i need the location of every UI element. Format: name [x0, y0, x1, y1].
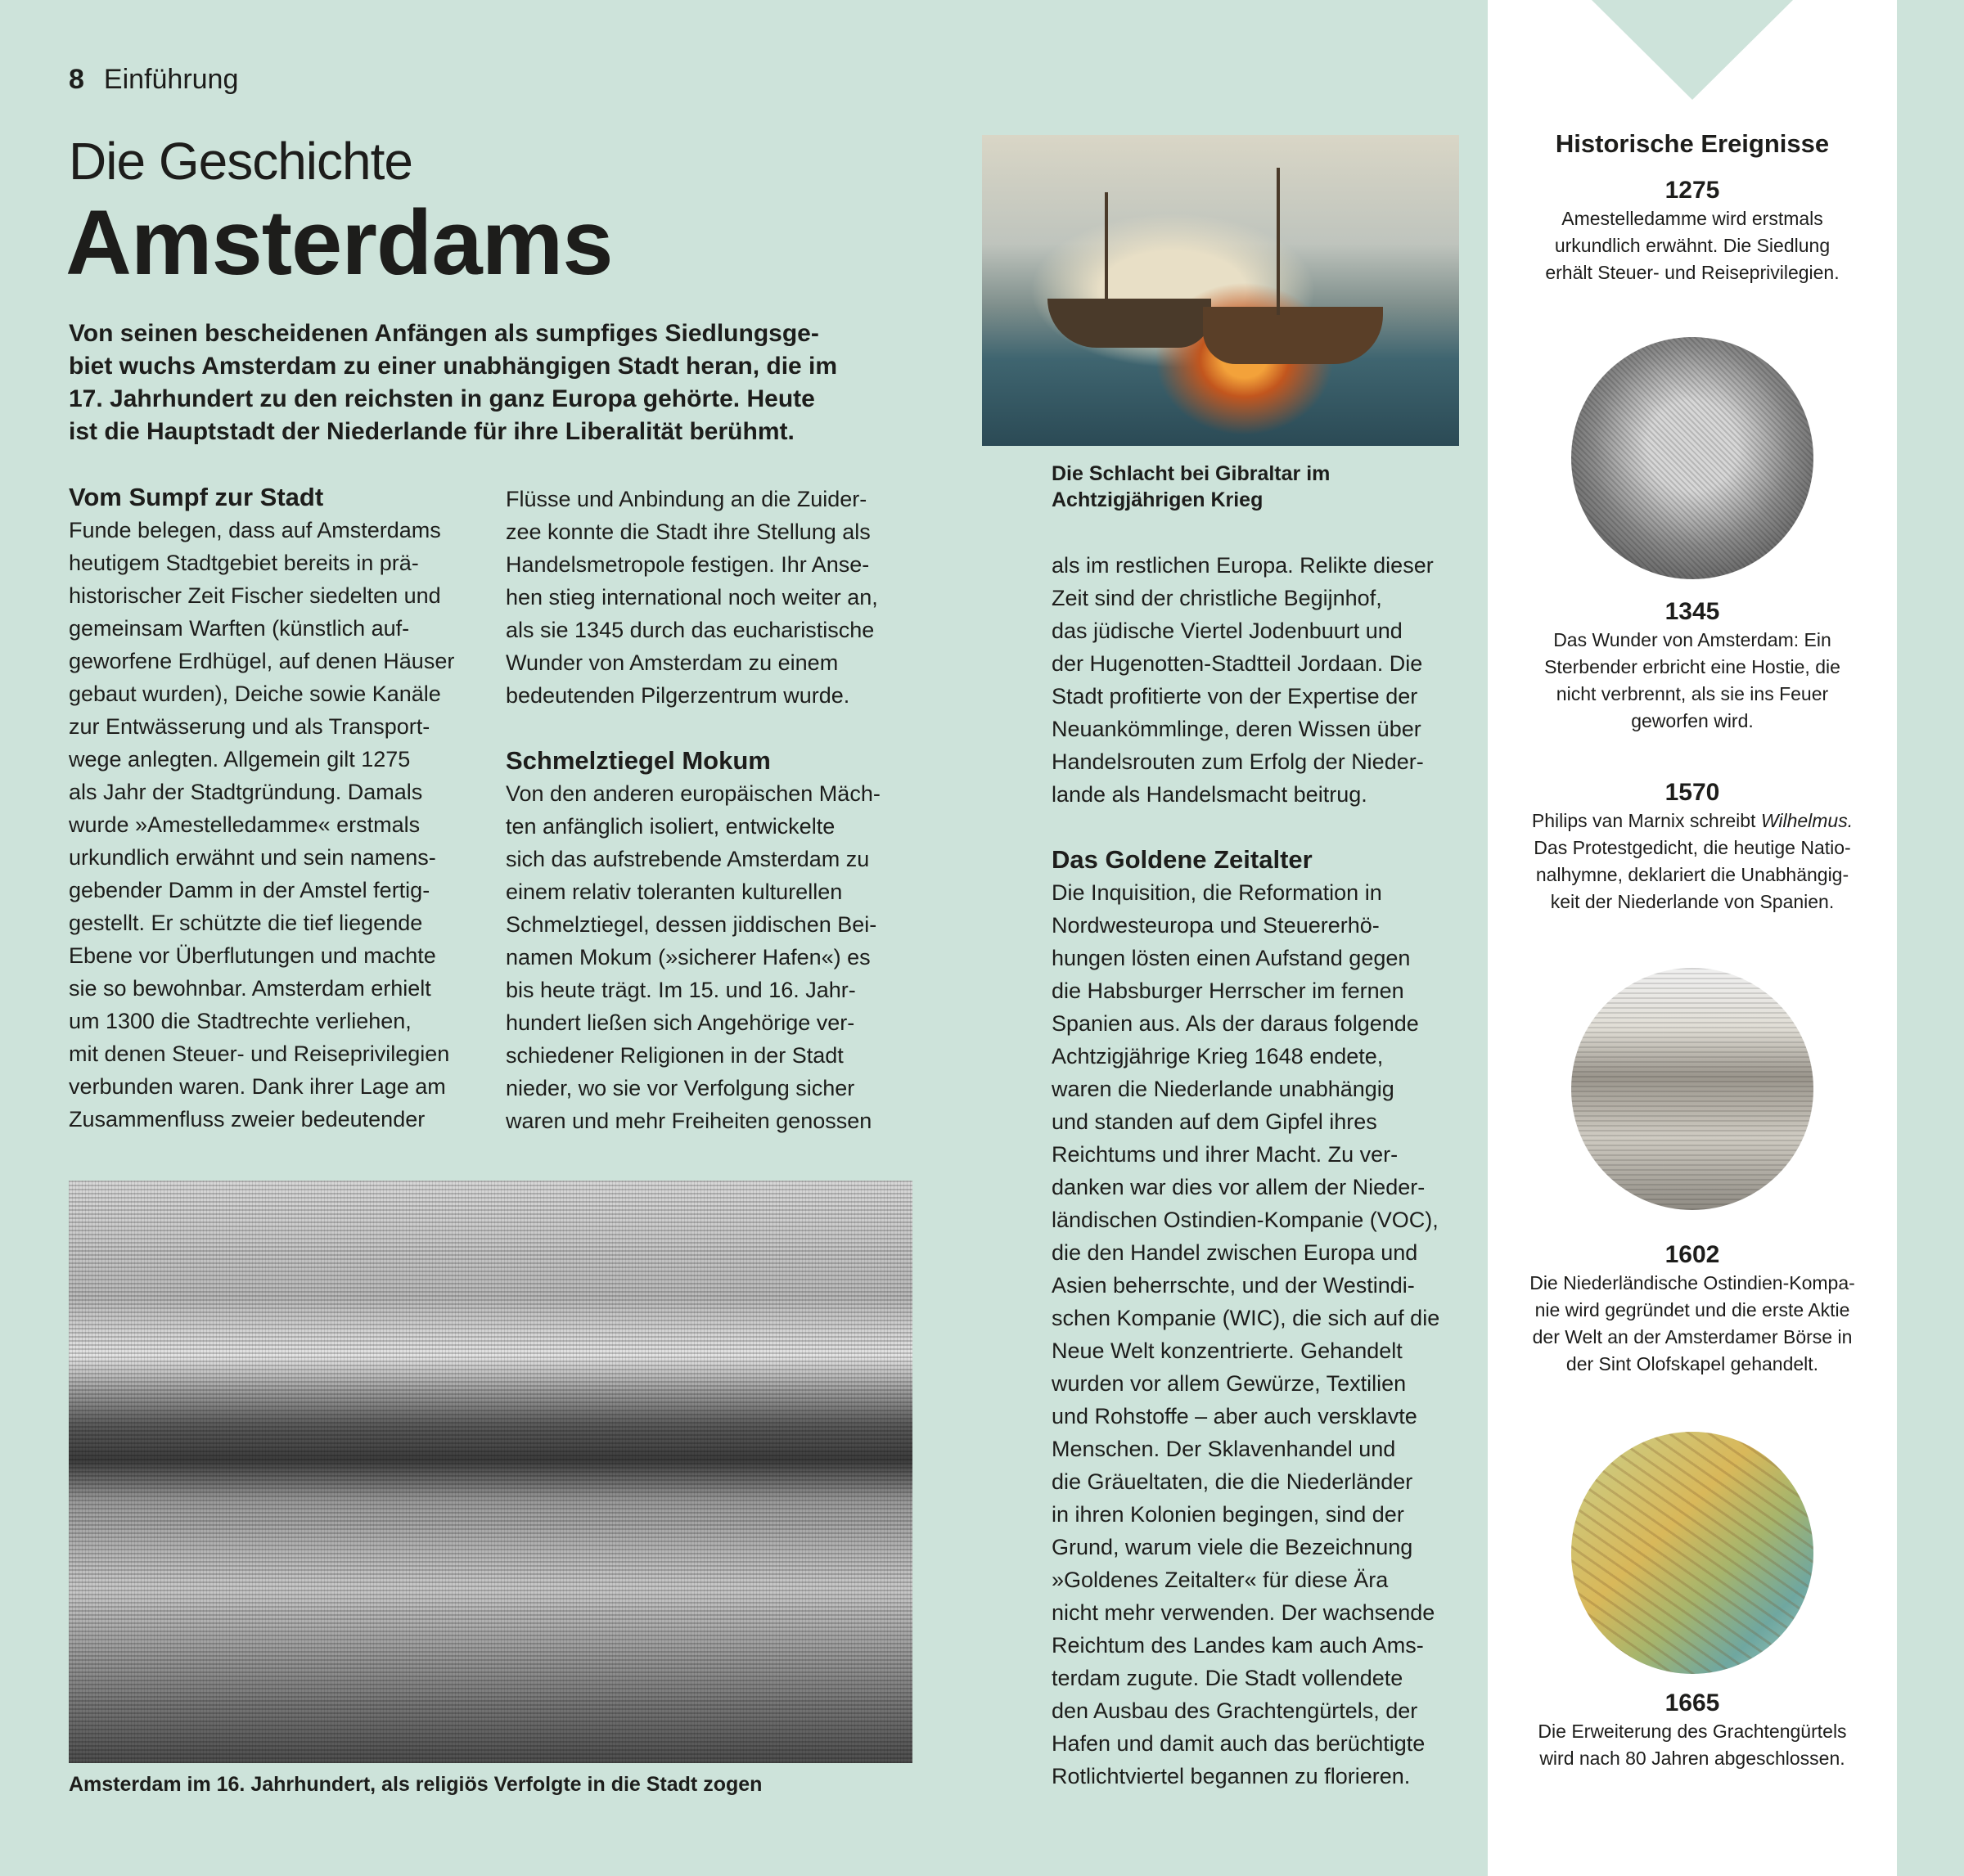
event-1570	[1488, 778, 1897, 916]
body-line: ten anfänglich isoliert, entwickelte	[506, 814, 836, 839]
title-sub: Die Geschichte	[69, 132, 412, 191]
event-line: urkundlich erwähnt. Die Siedlung	[1554, 235, 1831, 256]
body-line: Ebene vor Überflutungen und machte	[69, 943, 436, 968]
historic-map-image	[1571, 1432, 1813, 1674]
body-line: hundert ließen sich Angehörige ver-	[506, 1010, 855, 1035]
event-description	[1488, 808, 1897, 916]
battle-of-gibraltar-painting	[982, 135, 1459, 446]
body-line: die Gräueltaten, die die Niederländer	[1052, 1469, 1413, 1494]
event-line: der Welt an der Amsterdamer Börse in	[1532, 1326, 1853, 1347]
event-line: Die Niederländische Ostindien-Kompa-	[1529, 1272, 1855, 1293]
body-line: zur Entwässerung und als Transport-	[69, 714, 430, 739]
body-line: geworfene Erdhügel, auf denen Häuser	[69, 649, 455, 673]
body-line: der Hugenotten-Stadtteil Jordaan. Die	[1052, 651, 1423, 676]
body-line: und Rohstoffe – aber auch versklavte	[1052, 1404, 1417, 1428]
body-line: in ihren Kolonien begingen, sind der	[1052, 1502, 1404, 1527]
event-line: Amestelledamme wird erstmals	[1561, 208, 1823, 229]
event-description	[1488, 627, 1897, 735]
intro-line: ist die Hauptstadt der Niederlande für ihre Liberalität berühmt.	[69, 418, 795, 445]
event-line: geworfen wird.	[1631, 710, 1754, 731]
body-line: waren die Niederlande unabhängig	[1052, 1077, 1394, 1101]
event-description	[1488, 1718, 1897, 1772]
body-line: die Habsburger Herrscher im fernen	[1052, 978, 1404, 1003]
amsterdam-16th-century-engraving	[69, 1181, 912, 1763]
body-line: schiedener Religionen in der Stadt	[506, 1043, 844, 1068]
event-line: nalhymne, deklariert die Unabhängig-	[1535, 864, 1849, 885]
engraving-caption: Amsterdam im 16. Jahrhundert, als religiös Verfolgte in die Stadt zogen	[69, 1773, 763, 1796]
body-line: nieder, wo sie vor Verfolgung sicher	[506, 1076, 855, 1100]
body-line: Spanien aus. Als der daraus folgende	[1052, 1011, 1419, 1036]
body-line: Stadt profitierte von der Expertise der	[1052, 684, 1418, 709]
body-line: als im restlichen Europa. Relikte dieser	[1052, 553, 1434, 578]
body-line: namen Mokum (»sicherer Hafen«) es	[506, 945, 871, 969]
body-line: als Jahr der Stadtgründung. Damals	[69, 780, 423, 804]
body-line: Menschen. Der Sklavenhandel und	[1052, 1437, 1396, 1461]
section-heading: Schmelztiegel Mokum	[506, 746, 771, 775]
body-line: bis heute trägt. Im 15. und 16. Jahr-	[506, 978, 856, 1002]
section-heading: Vom Sumpf zur Stadt	[69, 483, 324, 511]
body-line: waren und mehr Freiheiten genossen	[506, 1109, 872, 1133]
body-line: Neuankömmlinge, deren Wissen über	[1052, 717, 1421, 741]
body-line: Nordwesteuropa und Steuererhö-	[1052, 913, 1380, 938]
sidebar-title: Historische Ereignisse	[1555, 129, 1830, 158]
painting-caption	[1052, 461, 1330, 513]
body-line: danken war dies vor allem der Nieder-	[1052, 1175, 1426, 1199]
body-line: Die Inquisition, die Reformation in	[1052, 880, 1382, 905]
body-line: wege anlegten. Allgemein gilt 1275	[69, 747, 411, 772]
triangle-decoration	[1592, 0, 1793, 100]
body-line: »Goldenes Zeitalter« für diese Ära	[1052, 1568, 1389, 1592]
body-line: heutigem Stadtgebiet bereits in prä-	[69, 551, 419, 575]
event-1345	[1488, 597, 1897, 735]
event-text: Philips van Marnix schreibt	[1531, 810, 1761, 831]
event-line	[1488, 808, 1897, 835]
body-line: um 1300 die Stadtrechte verliehen,	[69, 1009, 412, 1033]
event-year: 1570	[1664, 779, 1720, 806]
body-line: wurden vor allem Gewürze, Textilien	[1052, 1371, 1407, 1396]
body-line: ländischen Ostindien-Kompanie (VOC),	[1052, 1208, 1439, 1232]
event-line: nicht verbrennt, als sie ins Feuer	[1556, 683, 1829, 704]
text-column-2	[506, 483, 881, 1137]
event-year: 1275	[1664, 177, 1720, 204]
body-line: historischer Zeit Fischer siedelten und	[69, 583, 441, 608]
event-1665	[1488, 1689, 1897, 1772]
event-line: Das Wunder von Amsterdam: Ein	[1553, 629, 1831, 650]
body-line: Rotlichtviertel begannen zu florieren.	[1052, 1764, 1411, 1788]
event-line: Die Erweiterung des Grachtengürtels	[1538, 1721, 1847, 1742]
body-line: sich das aufstrebende Amsterdam zu	[506, 847, 870, 871]
body-line: lande als Handelsmacht beitrug.	[1052, 782, 1367, 807]
intro-line: 17. Jahrhundert zu den reichsten in ganz Europa gehörte. Heute	[69, 385, 815, 412]
body-line: sie so bewohnbar. Amsterdam erhielt	[69, 976, 431, 1001]
page-number: 8	[69, 64, 84, 95]
body-line: gemeinsam Warften (künstlich auf-	[69, 616, 410, 641]
body-line: Flüsse und Anbindung an die Zuider-	[506, 487, 867, 511]
body-line: Von den anderen europäischen Mäch-	[506, 781, 881, 806]
body-line: Neue Welt konzentrierte. Gehandelt	[1052, 1338, 1403, 1363]
event-line: nie wird gegründet und die erste Aktie	[1534, 1299, 1850, 1320]
body-line: Funde belegen, dass auf Amsterdams	[69, 518, 441, 542]
body-line: urkundlich erwähnt und sein namens-	[69, 845, 436, 870]
event-line: Sterbender erbricht eine Hostie, die	[1544, 656, 1840, 677]
body-line: hen stieg international noch weiter an,	[506, 585, 878, 610]
body-line: Reichtum des Landes kam auch Ams-	[1052, 1633, 1424, 1658]
text-column-3	[1052, 549, 1439, 1793]
body-line: Hafen und damit auch das berüchtigte	[1052, 1731, 1426, 1756]
body-line: gebaut wurden), Deiche sowie Kanäle	[69, 682, 441, 706]
event-line: Das Protestgedicht, die heutige Natio-	[1534, 837, 1851, 858]
event-1602	[1488, 1240, 1897, 1378]
event-line: der Sint Olofskapel gehandelt.	[1565, 1353, 1819, 1374]
body-line: Zeit sind der christliche Begijnhof,	[1052, 586, 1382, 610]
body-line: verbunden waren. Dank ihrer Lage am	[69, 1074, 446, 1099]
body-line: Reichtums und ihrer Macht. Zu ver-	[1052, 1142, 1399, 1167]
event-line: wird nach 80 Jahren abgeschlossen.	[1539, 1748, 1845, 1769]
body-line: hungen lösten einen Aufstand gegen	[1052, 946, 1411, 970]
body-line: Handelsmetropole festigen. Ihr Anse-	[506, 552, 870, 577]
event-year: 1665	[1664, 1689, 1720, 1716]
page-title: Amsterdams	[65, 191, 613, 294]
intro-paragraph	[69, 317, 837, 448]
body-line: Achtzigjährige Krieg 1648 endete,	[1052, 1044, 1384, 1068]
body-line: zee konnte die Stadt ihre Stellung als	[506, 520, 871, 544]
body-line: bedeutenden Pilgerzentrum wurde.	[506, 683, 850, 708]
body-line: Handelsrouten zum Erfolg der Nieder-	[1052, 749, 1424, 774]
body-line: Schmelztiegel, dessen jiddischen Bei-	[506, 912, 877, 937]
event-description	[1488, 1270, 1897, 1378]
body-line: Wunder von Amsterdam zu einem	[506, 650, 839, 675]
body-line: als sie 1345 durch das eucharistische	[506, 618, 875, 642]
body-line: gebender Damm in der Amstel fertig-	[69, 878, 430, 902]
intro-line: biet wuchs Amsterdam zu einer unabhängigen Stadt heran, die im	[69, 353, 838, 380]
event-year: 1345	[1664, 598, 1720, 625]
intro-line: Von seinen bescheidenen Anfängen als sumpfiges Siedlungsge-	[69, 320, 819, 347]
body-line: die den Handel zwischen Europa und	[1052, 1240, 1418, 1265]
sint-olofskapel-image	[1571, 968, 1813, 1210]
body-line: das jüdische Viertel Jodenbuurt und	[1052, 619, 1403, 643]
event-line: erhält Steuer- und Reiseprivilegien.	[1545, 262, 1840, 283]
event-description	[1488, 205, 1897, 286]
body-line: wurde »Amestelledamme« erstmals	[69, 812, 421, 837]
anthem-title: Wilhelmus.	[1760, 810, 1854, 831]
event-1275	[1488, 176, 1897, 286]
text-column-1	[69, 481, 454, 1136]
section-name: Einführung	[103, 64, 239, 95]
body-line: und standen auf dem Gipfel ihres	[1052, 1109, 1377, 1134]
body-line: Grund, warum viele die Bezeichnung	[1052, 1535, 1413, 1559]
caption-line: Achtzigjährigen Krieg	[1052, 488, 1264, 511]
body-line: den Ausbau des Grachtengürtels, der	[1052, 1698, 1418, 1723]
body-line: schen Kompanie (WIC), die sich auf die	[1052, 1306, 1440, 1330]
event-line: keit der Niederlande von Spanien.	[1550, 891, 1835, 912]
running-header	[69, 64, 238, 96]
event-year: 1602	[1664, 1241, 1720, 1268]
body-line: gestellt. Er schützte die tief liegende	[69, 911, 423, 935]
body-line: terdam zugute. Die Stadt vollendete	[1052, 1666, 1403, 1690]
wonder-engraving-image	[1571, 337, 1813, 579]
body-line: Asien beherrschte, und der Westindi-	[1052, 1273, 1415, 1298]
body-line: einem relativ toleranten kulturellen	[506, 880, 843, 904]
body-line: nicht mehr verwenden. Der wachsende	[1052, 1600, 1435, 1625]
section-heading: Das Goldene Zeitalter	[1052, 845, 1313, 874]
body-line: Zusammenfluss zweier bedeutender	[69, 1107, 426, 1131]
caption-line: Die Schlacht bei Gibraltar im	[1052, 462, 1331, 485]
body-line: mit denen Steuer- und Reiseprivilegien	[69, 1041, 450, 1066]
